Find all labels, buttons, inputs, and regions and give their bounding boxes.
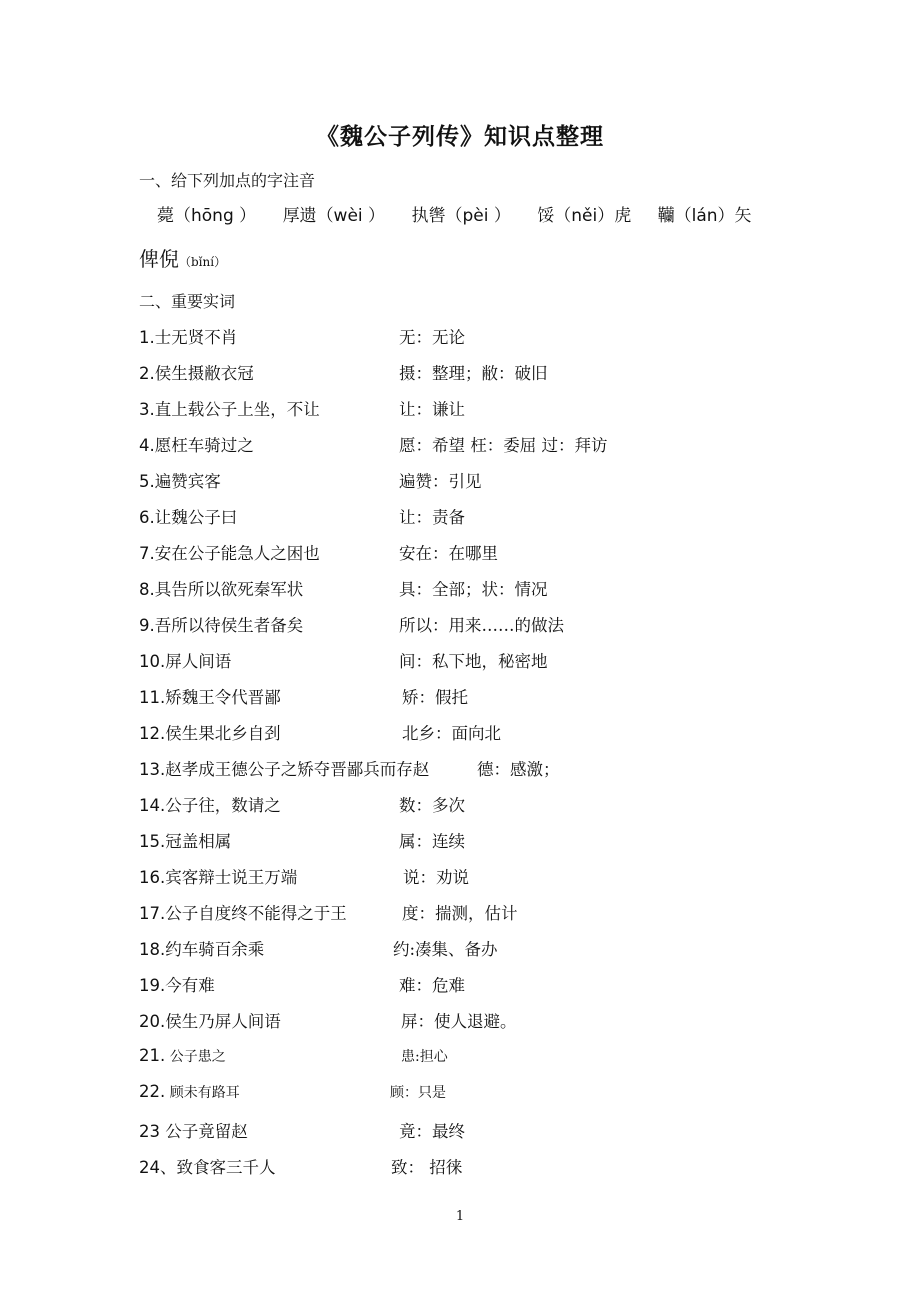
entry-meaning: 间：私下地，秘密地: [399, 652, 548, 671]
pinyin-item: [411, 201, 510, 226]
entry-meaning: 具：全部；状：情况: [399, 580, 548, 599]
pinyin-line: [157, 201, 773, 226]
entry-number: 1.: [139, 328, 155, 347]
entry-phrase: [139, 1154, 276, 1178]
list-item: [139, 1046, 779, 1076]
list-item: [139, 1118, 779, 1148]
entry-meaning: 说：劝说: [403, 868, 469, 887]
entry-phrase-text: 致食客三千人: [176, 1158, 276, 1177]
list-item: [139, 1082, 779, 1112]
list-item: [139, 864, 779, 894]
entry-number: 20.: [139, 1012, 166, 1031]
entry-number: 10.: [139, 652, 166, 671]
pinyin-item: [658, 201, 752, 226]
list-item: [139, 504, 779, 534]
entry-phrase: [139, 1008, 281, 1032]
pinyin-item: [537, 201, 631, 226]
pinyin-item: [157, 201, 256, 226]
pinyin-extra-word: 俾倪: [139, 247, 179, 271]
entry-phrase-text: 侯生摄敝衣冠: [154, 364, 254, 383]
entry-phrase: [139, 576, 303, 600]
entry-phrase: [139, 684, 281, 708]
entry-meaning: 致： 招徕: [391, 1158, 463, 1177]
entry-meaning: 让：谦让: [399, 400, 465, 419]
entry-phrase-text: 愿枉车骑过之: [154, 436, 254, 455]
entry-number: 4.: [139, 436, 155, 455]
entry-phrase-text: 侯生果北乡自刭: [165, 724, 281, 743]
entry-meaning: 无：无论: [399, 328, 465, 347]
entry-phrase-text: 公子自度终不能得之于王: [165, 904, 347, 923]
list-item: [139, 576, 779, 606]
entry-phrase-text: 遍赞宾客: [154, 472, 221, 491]
entry-phrase-text: 宾客辩士说王万端: [165, 868, 298, 887]
list-item: [139, 900, 779, 930]
entry-meaning: 度：揣测，估计: [402, 904, 518, 923]
pinyin-char: 执辔: [411, 206, 446, 226]
entry-number: 23: [139, 1122, 160, 1141]
section-heading-pronunciation: 一、给下列加点的字注音: [139, 171, 316, 190]
entry-phrase: [139, 540, 320, 564]
entry-phrase-text: 公子往，数请之: [165, 796, 281, 815]
entry-number: 15.: [139, 832, 166, 851]
pinyin-char: 薨: [157, 206, 174, 226]
entry-number: 5.: [139, 472, 155, 491]
list-item: [139, 540, 779, 570]
entry-phrase-text: 公子竟留赵: [160, 1122, 248, 1141]
entry-phrase-text: 让魏公子曰: [154, 508, 238, 527]
entry-phrase: [139, 1118, 248, 1142]
pinyin-extra: [139, 243, 226, 272]
pinyin-reading: （něi）虎: [554, 206, 632, 226]
entry-meaning: 摄：整理；敝：破旧: [399, 364, 548, 383]
list-item: [139, 1008, 779, 1038]
list-item: [139, 756, 779, 786]
entry-number: 6.: [139, 508, 155, 527]
pinyin-reading: （pèi ）: [445, 206, 511, 226]
page-title: 《魏公子列传》知识点整理: [316, 123, 604, 150]
entry-phrase: [139, 612, 303, 636]
entry-phrase: [139, 792, 281, 816]
pinyin-char: 馁: [537, 206, 555, 226]
entry-meaning: 北乡：面向北: [402, 724, 501, 743]
entry-phrase: [139, 504, 237, 528]
page-number: 1: [455, 1209, 465, 1224]
entry-number: 21.: [139, 1046, 166, 1065]
pinyin-char: 厚遗: [282, 206, 317, 226]
entry-meaning: 德：感激；: [477, 760, 560, 779]
entry-number: 9.: [139, 616, 155, 635]
list-item: [139, 324, 779, 354]
entry-number: 2.: [139, 364, 155, 383]
entry-phrase: [139, 756, 429, 780]
entry-phrase: [139, 360, 254, 384]
entry-meaning: 竟：最终: [399, 1122, 465, 1141]
entry-number: 12.: [139, 724, 166, 743]
entry-phrase: [139, 900, 347, 924]
entry-number: 24、: [139, 1158, 177, 1177]
entry-number: 17.: [139, 904, 166, 923]
entry-phrase-text: 安在公子能急人之困也: [154, 544, 320, 563]
list-item: [139, 396, 779, 426]
entry-number: 11.: [139, 688, 166, 707]
entry-number: 16.: [139, 868, 166, 887]
entry-meaning: 矫：假托: [402, 688, 468, 707]
entry-phrase-text: 今有难: [165, 976, 215, 995]
entry-meaning: 愿：希望 枉：委屈 过：拜访: [399, 436, 608, 455]
entry-meaning: 患:担心: [401, 1049, 448, 1065]
list-item: [139, 612, 779, 642]
entry-meaning: 安在：在哪里: [399, 544, 498, 563]
entry-number: 3.: [139, 400, 155, 419]
pinyin-char: 韊: [657, 206, 675, 226]
list-item: [139, 972, 779, 1002]
entry-phrase-text: 屏人间语: [165, 652, 232, 671]
entry-phrase: [139, 828, 231, 852]
entry-phrase-text: 公子患之: [165, 1049, 226, 1065]
entry-meaning: 难：危难: [399, 976, 465, 995]
section-heading-vocabulary: 二、重要实词: [139, 292, 236, 311]
entry-phrase: [139, 468, 221, 492]
entry-number: 13.: [139, 760, 166, 779]
entry-number: 14.: [139, 796, 166, 815]
entry-phrase-text: 约车骑百余乘: [165, 940, 265, 959]
entry-number: 18.: [139, 940, 166, 959]
entry-number: 7.: [139, 544, 155, 563]
entry-meaning: 让：责备: [399, 508, 465, 527]
entry-phrase: [139, 432, 254, 456]
entry-phrase-text: 侯生乃屏人间语: [165, 1012, 281, 1031]
list-item: [139, 684, 779, 714]
list-item: [139, 720, 779, 750]
entry-phrase: [139, 864, 297, 888]
entry-meaning: 顾：只是: [390, 1085, 446, 1101]
list-item: [139, 828, 779, 858]
entry-number: 22.: [139, 1082, 166, 1101]
entry-phrase: [139, 720, 281, 744]
list-item: [139, 1154, 779, 1184]
entry-phrase-text: 赵孝成王德公子之矫夺晋鄙兵而存赵: [165, 760, 430, 779]
entry-number: 8.: [139, 580, 155, 599]
entry-meaning: 所以：用来……的做法: [399, 616, 564, 635]
list-item: [139, 468, 779, 498]
pinyin-extra-reading: （bǐní）: [179, 255, 227, 269]
pinyin-reading: （wèi ）: [316, 206, 386, 226]
entry-phrase: [139, 324, 237, 348]
entry-meaning: 属：连续: [399, 832, 465, 851]
entry-phrase-text: 顾未有路耳: [165, 1085, 240, 1101]
entry-phrase-text: 直上载公子上坐，不让: [154, 400, 320, 419]
entry-phrase: [139, 396, 320, 420]
list-item: [139, 936, 779, 966]
list-item: [139, 792, 779, 822]
entry-phrase-text: 矫魏王令代晋鄙: [165, 688, 281, 707]
entry-phrase-text: 吾所以待侯生者备矣: [154, 616, 304, 635]
list-item: [139, 648, 779, 678]
entry-phrase: [139, 1046, 226, 1066]
entry-phrase-text: 士无贤不肖: [154, 328, 238, 347]
entry-phrase: [139, 648, 231, 672]
pinyin-reading: （hōng ）: [174, 206, 257, 226]
entry-phrase: [139, 972, 215, 996]
entry-meaning: 遍赞：引见: [399, 472, 482, 491]
entry-number: 19.: [139, 976, 166, 995]
entry-phrase: [139, 936, 264, 960]
entry-meaning: 约:凑集、备办: [393, 940, 498, 959]
entry-phrase-text: 冠盖相属: [165, 832, 232, 851]
entry-meaning: 数：多次: [399, 796, 465, 815]
pinyin-item: [283, 201, 386, 226]
list-item: [139, 432, 779, 462]
entry-phrase: [139, 1082, 240, 1102]
entry-phrase-text: 具告所以欲死秦军状: [154, 580, 304, 599]
pinyin-reading: （lán）矢: [674, 206, 752, 226]
entry-meaning: 屏：使人退避。: [401, 1012, 517, 1031]
list-item: [139, 360, 779, 390]
